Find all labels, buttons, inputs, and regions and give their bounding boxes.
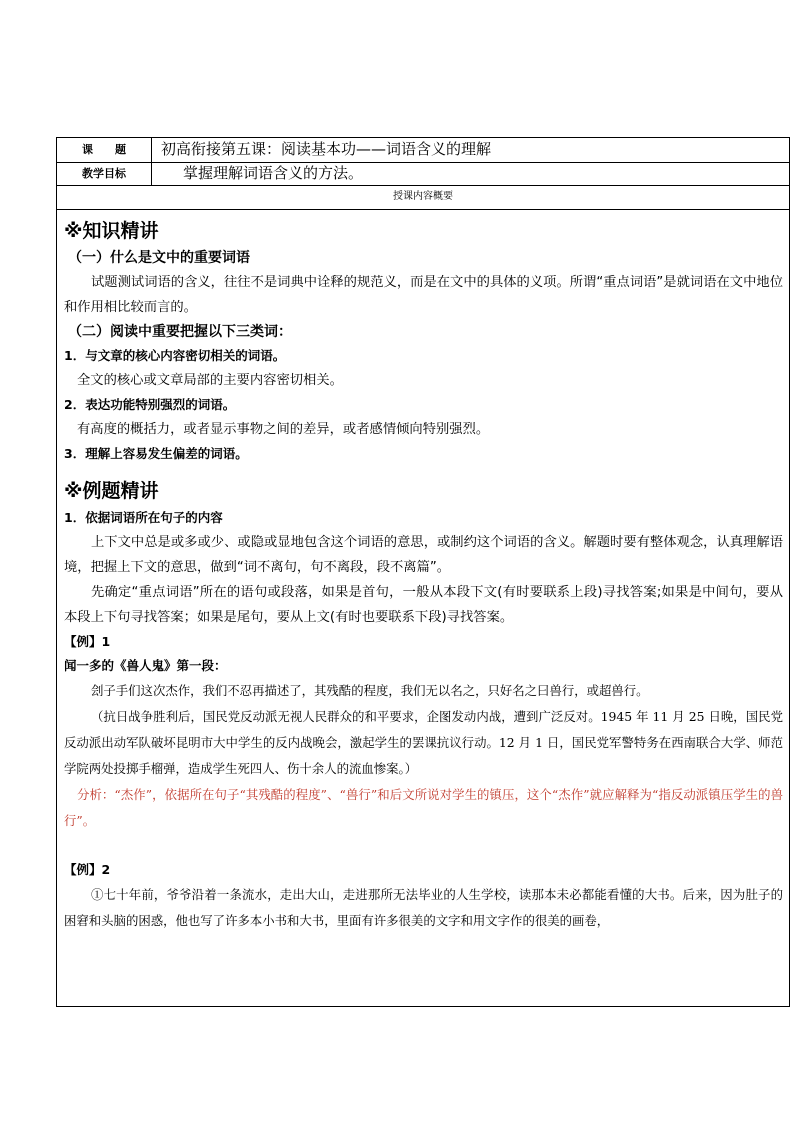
knowledge-heading: ※知识精讲 (64, 220, 159, 242)
knowledge-subheading-1: （一）什么是文中的重要词语 (68, 250, 250, 266)
goal-label: 教学目标 (57, 162, 152, 185)
example-1-note: （抗日战争胜利后，国民党反动派无视人民群众的和平要求，企图发动内战，遭到广泛反对。1945 年 11 月 25 日晚，国民党反动派出动军队破坏昆明市大中学生的反内战晚会，激起学生的罢课抗议行动。12 月 1 日，国民党军警特务在西南联合大学、师范学院两处投掷手榴弹，造成学生死四人、伤十余人的流血惨案。） (64, 709, 783, 776)
spacer (64, 834, 783, 858)
goal-row (57, 162, 789, 186)
lesson-sheet-table (56, 137, 790, 1007)
method-paragraph-2: 先确定“重点词语”所在的语句或段落，如果是首句，一般从本段下文(有时要联系上段)寻找答案;如果是中间句，要从本段上下句寻找答案；如果是尾句，要从上文(有时也要联系下段)寻找答案。 (64, 585, 783, 625)
knowledge-paragraph-1: 试题测试词语的含义，往往不是词典中诠释的规范义，而是在文中的具体的义项。所谓“重点词语”是就词语在文中地位和作用相比较而言的。 (64, 275, 783, 315)
examples-heading: ※例题精讲 (64, 480, 159, 502)
method-title: 1．依据词语所在句子的内容 (64, 510, 223, 525)
example-2-text: ①七十年前，爷爷沿着一条流水，走出大山，走进那所无法毕业的人生学校，读那本未必都能看懂的大书。后来，因为肚子的困窘和头脑的困惑，他也写了许多本小书和大书，里面有许多很美的文字和用文字作的很美的画卷， (64, 887, 783, 928)
overview-label: 授课内容概要 (393, 191, 453, 202)
item-2-text: 有高度的概括力，或者显示事物之间的差异，或者感情倾向特别强烈。 (77, 422, 490, 437)
example-1-source: 闻一多的《兽人鬼》第一段： (64, 658, 227, 673)
method-paragraph-1: 上下文中总是或多或少、或隐或显地包含这个词语的意思，或制约这个词语的含义。解题时要有整体观念，认真理解语境，把握上下文的意思，做到“词不离句，句不离段，段不离篇”。 (64, 535, 783, 575)
item-3-title: 3．理解上容易发生偏差的词语。 (64, 446, 248, 461)
course-label: 课 题 (57, 138, 152, 162)
item-1-title: 1．与文章的核心内容密切相关的词语。 (64, 348, 286, 363)
example-1-quote: 刽子手们这次杰作，我们不忍再描述了，其残酷的程度，我们无以名之，只好名之曰兽行，或超兽行。 (91, 683, 649, 698)
example-2-label: 【例】2 (64, 862, 111, 877)
item-2-title: 2．表达功能特别强烈的词语。 (64, 397, 236, 412)
course-row (57, 138, 789, 163)
item-1-text: 全文的核心或文章局部的主要内容密切相关。 (77, 373, 343, 388)
example-1-analysis: 分析：“杰作”，依据所在句子“其残酷的程度”、“兽行”和后文所说对学生的镇压，这个“杰作”就应解释为“指反动派镇压学生的兽行”。 (64, 787, 783, 828)
lesson-content (64, 216, 783, 934)
course-title: 初高衔接第五课：阅读基本功——词语含义的理解 (161, 140, 492, 158)
example-1-label: 【例】1 (64, 634, 111, 649)
goal-text: 掌握理解词语含义的方法。 (183, 164, 364, 182)
knowledge-subheading-2: （二）阅读中重要把握以下三类词： (68, 324, 292, 340)
overview-row (57, 185, 789, 210)
